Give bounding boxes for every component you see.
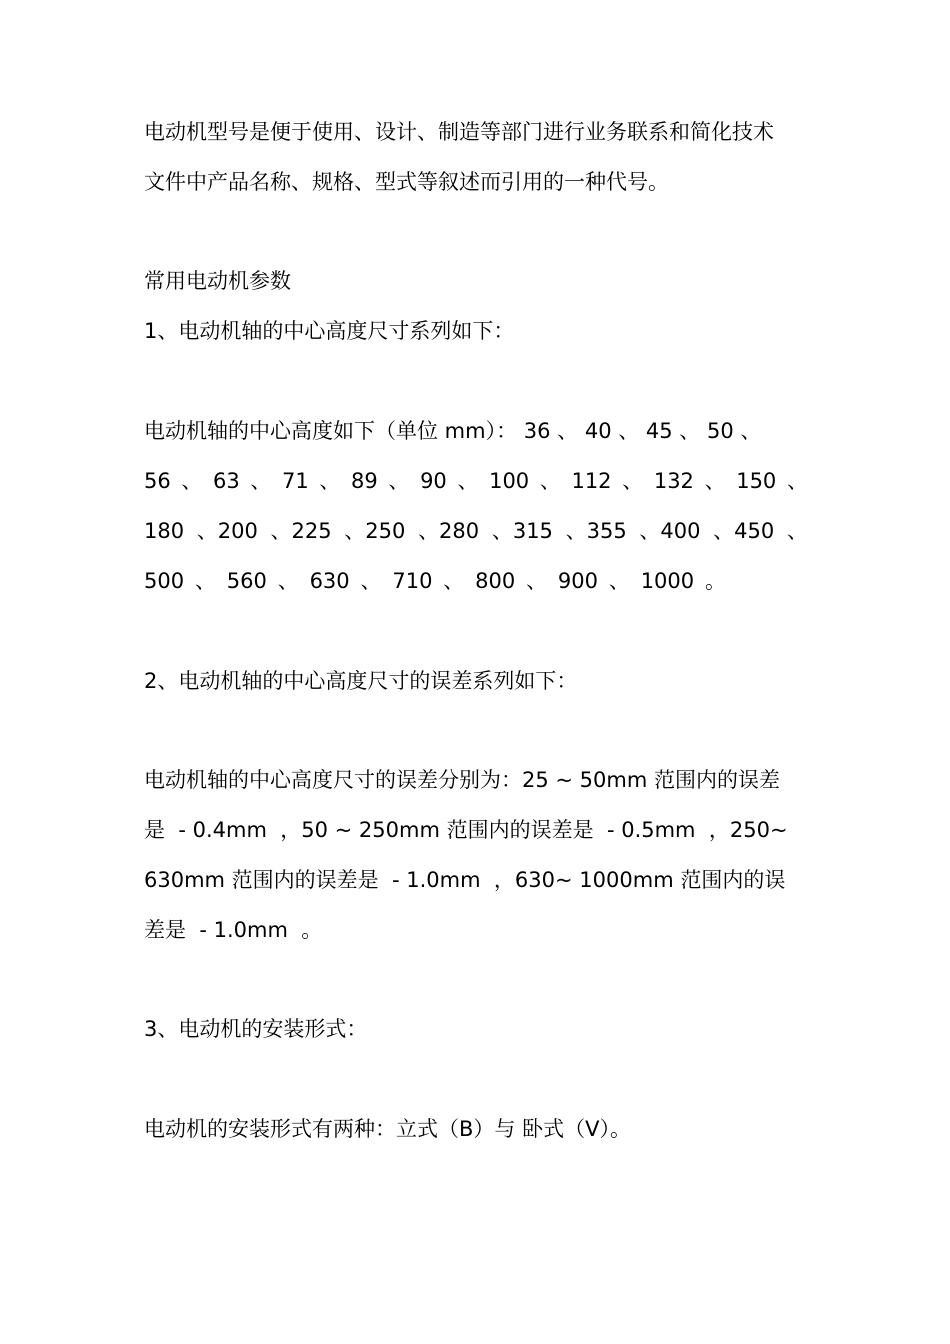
separator: 、: [622, 469, 644, 493]
number-item: 630: [309, 569, 350, 593]
separator: 、: [319, 469, 341, 493]
separator: 、: [786, 469, 808, 493]
number-item: 150: [736, 469, 777, 493]
number-item: 、250: [344, 519, 406, 543]
number-item: 、355: [565, 519, 627, 543]
number-item: 112: [571, 469, 612, 493]
separator: 、: [181, 469, 203, 493]
number-item: 900: [557, 569, 598, 593]
number-item: 、225: [270, 519, 332, 543]
number-item: 56: [144, 469, 171, 493]
section1-title: 1、电动机轴的中心高度尺寸系列如下：: [144, 319, 515, 343]
number-item: 、400: [639, 519, 701, 543]
section1-line-1: 电动机轴的中心高度如下（单位 mm）： 36 、 40 、 45 、 50 、: [144, 419, 762, 443]
section2-line-2: 是 - 0.4mm ，50 ~ 250mm 范围内的误差是 - 0.5mm ，250~: [144, 818, 788, 842]
separator: 、: [539, 469, 561, 493]
separator: 、: [457, 469, 479, 493]
number-item: 132: [653, 469, 694, 493]
number-item: 71: [282, 469, 309, 493]
section1-number-row-4: [144, 566, 726, 596]
separator: 、: [608, 569, 630, 593]
separator: 。: [704, 569, 726, 593]
section1-number-row-3: [144, 516, 808, 546]
number-item: 63: [213, 469, 240, 493]
number-item: 180: [144, 519, 185, 543]
section-heading: 常用电动机参数: [144, 269, 291, 293]
separator: 、: [526, 569, 548, 593]
number-item: 89: [351, 469, 378, 493]
intro-line-1: 电动机型号是便于使用、设计、制造等部门进行业务联系和简化技术: [144, 120, 774, 144]
separator: 、: [360, 569, 382, 593]
number-item: 、450: [713, 519, 775, 543]
number-item: 、315: [491, 519, 553, 543]
section2-title: 2、电动机轴的中心高度尺寸的误差系列如下：: [144, 669, 578, 693]
number-item: 、280: [418, 519, 480, 543]
number-item: 560: [226, 569, 267, 593]
number-item: 100: [489, 469, 530, 493]
section2-line-3: 630mm 范围内的误差是 - 1.0mm ，630~ 1000mm 范围内的误: [144, 868, 786, 892]
section3-line-1: 电动机的安装形式有两种：立式（B）与 卧式（V）。: [144, 1117, 631, 1141]
separator: 、: [277, 569, 299, 593]
separator: 、: [704, 469, 726, 493]
separator: 、: [443, 569, 465, 593]
number-item: 1000: [640, 569, 695, 593]
separator: 、: [250, 469, 272, 493]
separator: 、: [194, 569, 216, 593]
number-item: 800: [475, 569, 516, 593]
section3-title: 3、电动机的安装形式：: [144, 1017, 368, 1041]
separator: 、: [388, 469, 410, 493]
number-item: 500: [144, 569, 185, 593]
number-item: 710: [392, 569, 433, 593]
separator: 、: [786, 519, 808, 543]
section1-number-row-2: [144, 466, 808, 496]
section2-line-1: 电动机轴的中心高度尺寸的误差分别为：25 ~ 50mm 范围内的误差: [144, 768, 780, 792]
intro-line-2: 文件中产品名称、规格、型式等叙述而引用的一种代号。: [144, 170, 669, 194]
section2-line-4: 差是 - 1.0mm 。: [144, 918, 323, 942]
number-item: 90: [420, 469, 447, 493]
number-item: 、200: [196, 519, 258, 543]
